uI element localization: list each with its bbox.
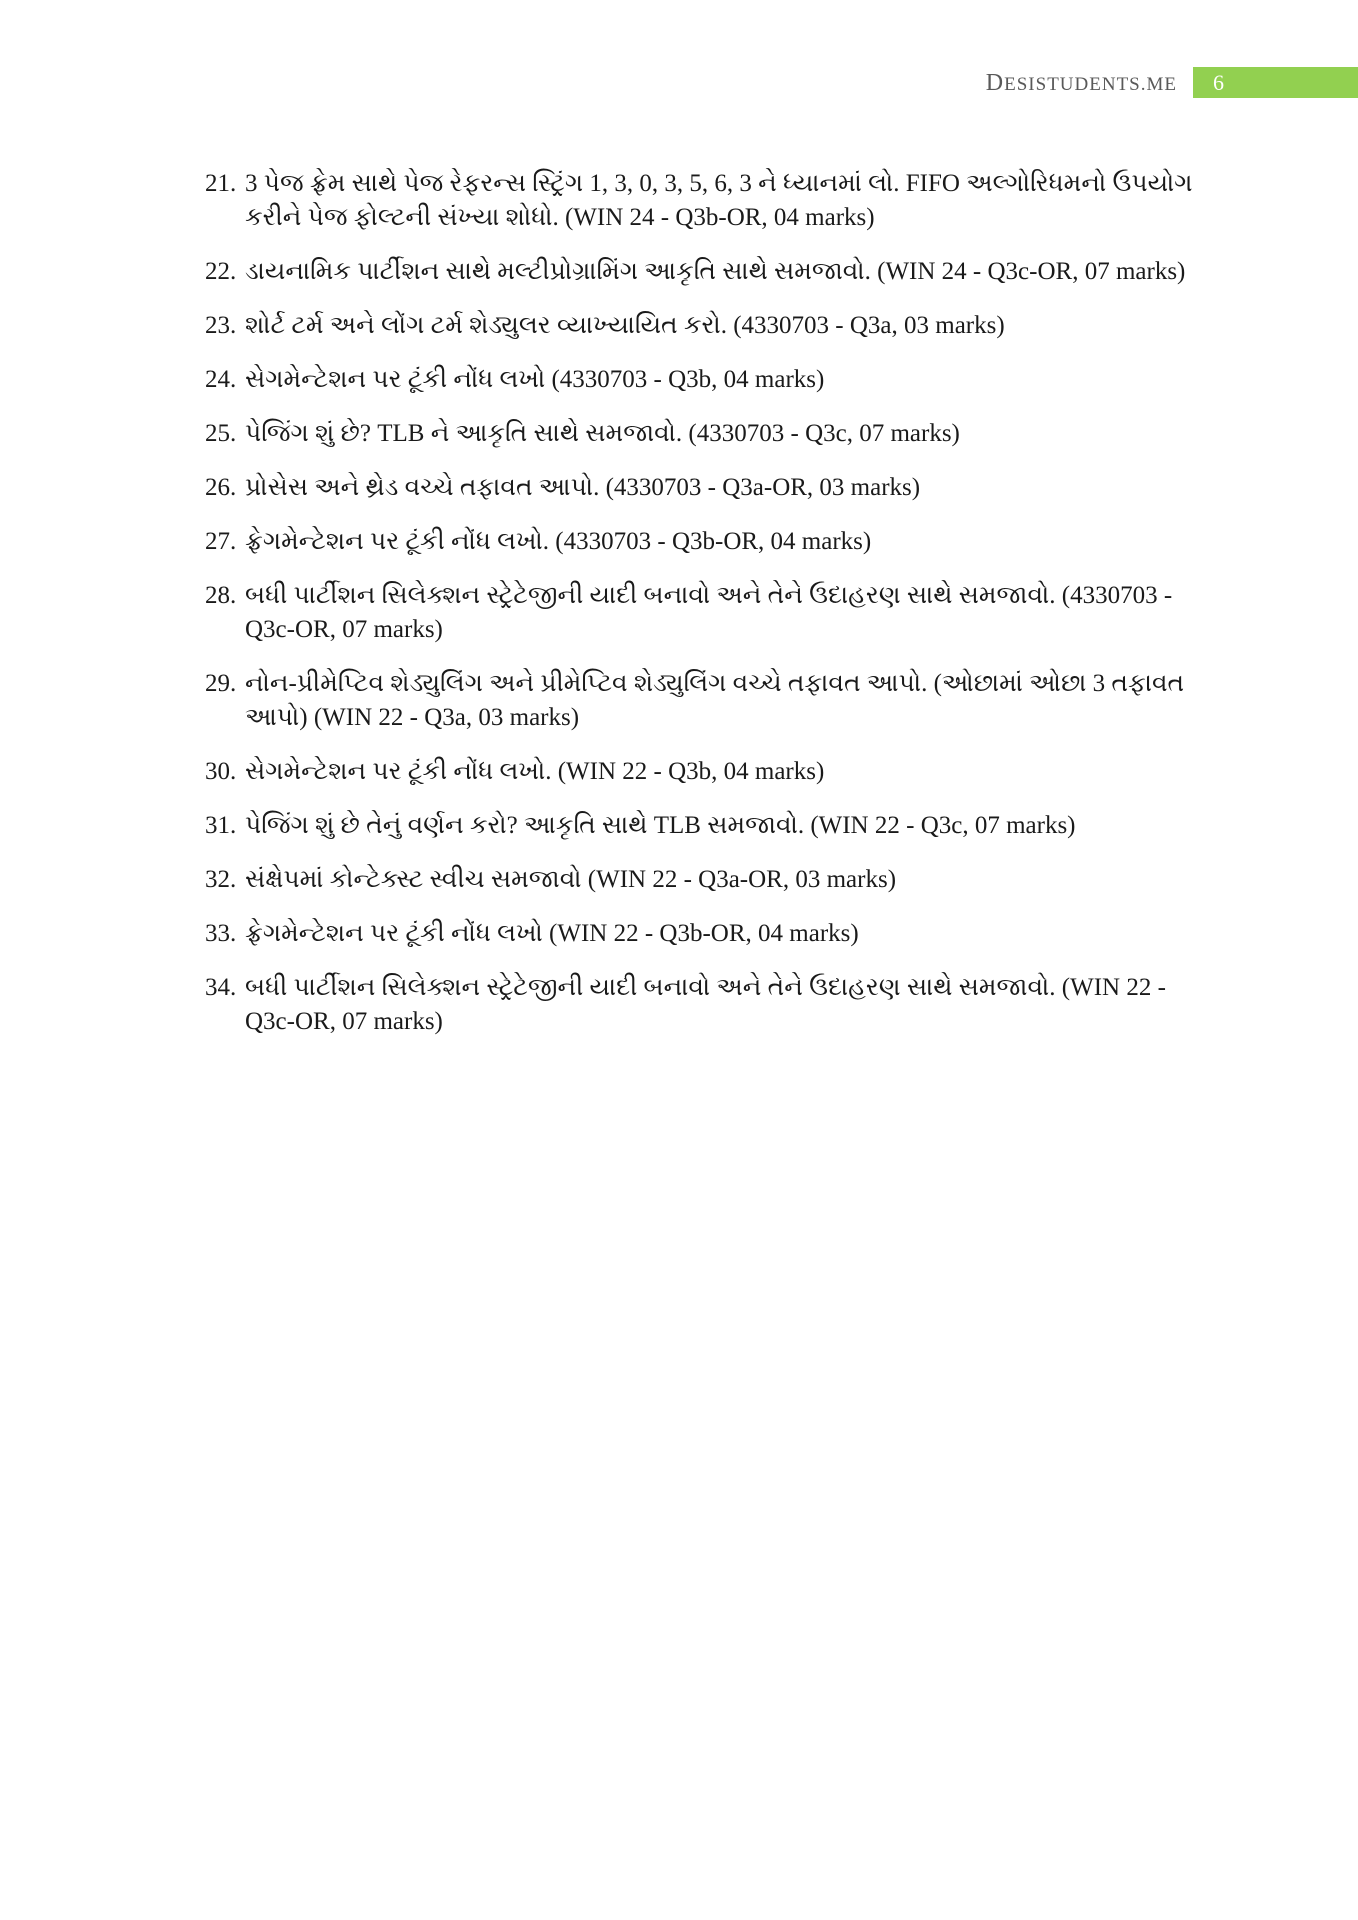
question-item — [205, 863, 1205, 897]
question-text: બધી પાર્ટીશન સિલેક્શન સ્ટ્રેટેજીની યાદી બનાવો અને તેને ઉદાહરણ સાથે સમજાવો. (WIN 22 - Q3c-OR, 07 marks) — [245, 974, 1166, 1035]
question-text: શોર્ટ ટર્મ અને લોંગ ટર્મ શેડ્યુલર વ્યાખ્યાયિત કરો. (4330703 - Q3a, 03 marks) — [245, 312, 1005, 339]
question-item — [205, 255, 1205, 289]
question-text: પ્રોસેસ અને થ્રેડ વચ્ચે તફાવત આપો. (4330703 - Q3a-OR, 03 marks) — [245, 474, 921, 501]
question-item — [205, 525, 1205, 559]
question-item — [205, 579, 1205, 647]
question-item — [205, 363, 1205, 397]
question-number: 22. — [205, 258, 237, 285]
question-text: પેજિંગ શું છે? TLB ને આકૃતિ સાથે સમજાવો. (4330703 - Q3c, 07 marks) — [245, 420, 960, 447]
question-item — [205, 417, 1205, 451]
question-number: 27. — [205, 528, 237, 555]
question-number: 28. — [205, 582, 237, 609]
question-text: પેજિંગ શું છે તેનું વર્ણન કરો? આકૃતિ સાથે TLB સમજાવો. (WIN 22 - Q3c, 07 marks) — [245, 812, 1076, 839]
question-item — [205, 471, 1205, 505]
question-text: ફ્રેગમેન્ટેશન પર ટૂંકી નોંધ લખો. (4330703 - Q3b-OR, 04 marks) — [245, 528, 872, 555]
question-number: 24. — [205, 366, 237, 393]
question-number: 34. — [205, 974, 237, 1001]
site-name: DESISTUDENTS.ME — [985, 70, 1177, 96]
question-number: 31. — [205, 812, 237, 839]
question-item — [205, 917, 1205, 951]
page-number-badge — [1193, 67, 1358, 98]
question-number: 32. — [205, 866, 237, 893]
question-text: 3 પેજ ફ્રેમ સાથે પેજ રેફરન્સ સ્ટ્રિંગ 1, 3, 0, 3, 5, 6, 3 ને ધ્યાનમાં લો. FIFO અલ્ગોરિધમનો ઉપયોગ કરીને પેજ ફોલ્ટની સંખ્યા શોધો. (WIN 24 - Q3b-OR, 04 marks) — [245, 170, 1193, 231]
question-text: ડાયનામિક પાર્ટીશન સાથે મલ્ટીપ્રોગ્રામિંગ આકૃતિ સાથે સમજાવો. (WIN 24 - Q3c-OR, 07 marks) — [245, 258, 1186, 285]
question-number: 33. — [205, 920, 237, 947]
question-number: 23. — [205, 312, 237, 339]
question-number: 26. — [205, 474, 237, 501]
question-item — [205, 667, 1205, 735]
question-number: 30. — [205, 758, 237, 785]
page-number: 6 — [1213, 70, 1224, 95]
question-number: 21. — [205, 170, 237, 197]
question-text: નોન-પ્રીમેપ્ટિવ શેડ્યુલિંગ અને પ્રીમેપ્ટિવ શેડ્યુલિંગ વચ્ચે તફાવત આપો. (ઓછામાં ઓછા 3 તફાવત આપો) (WIN 22 - Q3a, 03 marks) — [245, 670, 1185, 731]
question-item — [205, 755, 1205, 789]
question-item — [205, 309, 1205, 343]
question-item — [205, 971, 1205, 1039]
question-number: 29. — [205, 670, 237, 697]
question-text: સેગમેન્ટેશન પર ટૂંકી નોંધ લખો. (WIN 22 - Q3b, 04 marks) — [245, 758, 825, 785]
question-text: ફ્રેગમેન્ટેશન પર ટૂંકી નોંધ લખો (WIN 22 - Q3b-OR, 04 marks) — [245, 920, 859, 947]
question-item — [205, 167, 1205, 235]
question-text: બધી પાર્ટીશન સિલેક્શન સ્ટ્રેટેજીની યાદી બનાવો અને તેને ઉદાહરણ સાથે સમજાવો. (4330703 - Q3c-OR, 07 marks) — [245, 582, 1173, 643]
question-list — [205, 167, 1205, 1059]
question-text: સેગમેન્ટેશન પર ટૂંકી નોંધ લખો (4330703 - Q3b, 04 marks) — [245, 366, 825, 393]
question-text: સંક્ષેપમાં કોન્ટેક્સ્ટ સ્વીચ સમજાવો (WIN 22 - Q3a-OR, 03 marks) — [245, 866, 897, 893]
question-number: 25. — [205, 420, 237, 447]
question-item — [205, 809, 1205, 843]
